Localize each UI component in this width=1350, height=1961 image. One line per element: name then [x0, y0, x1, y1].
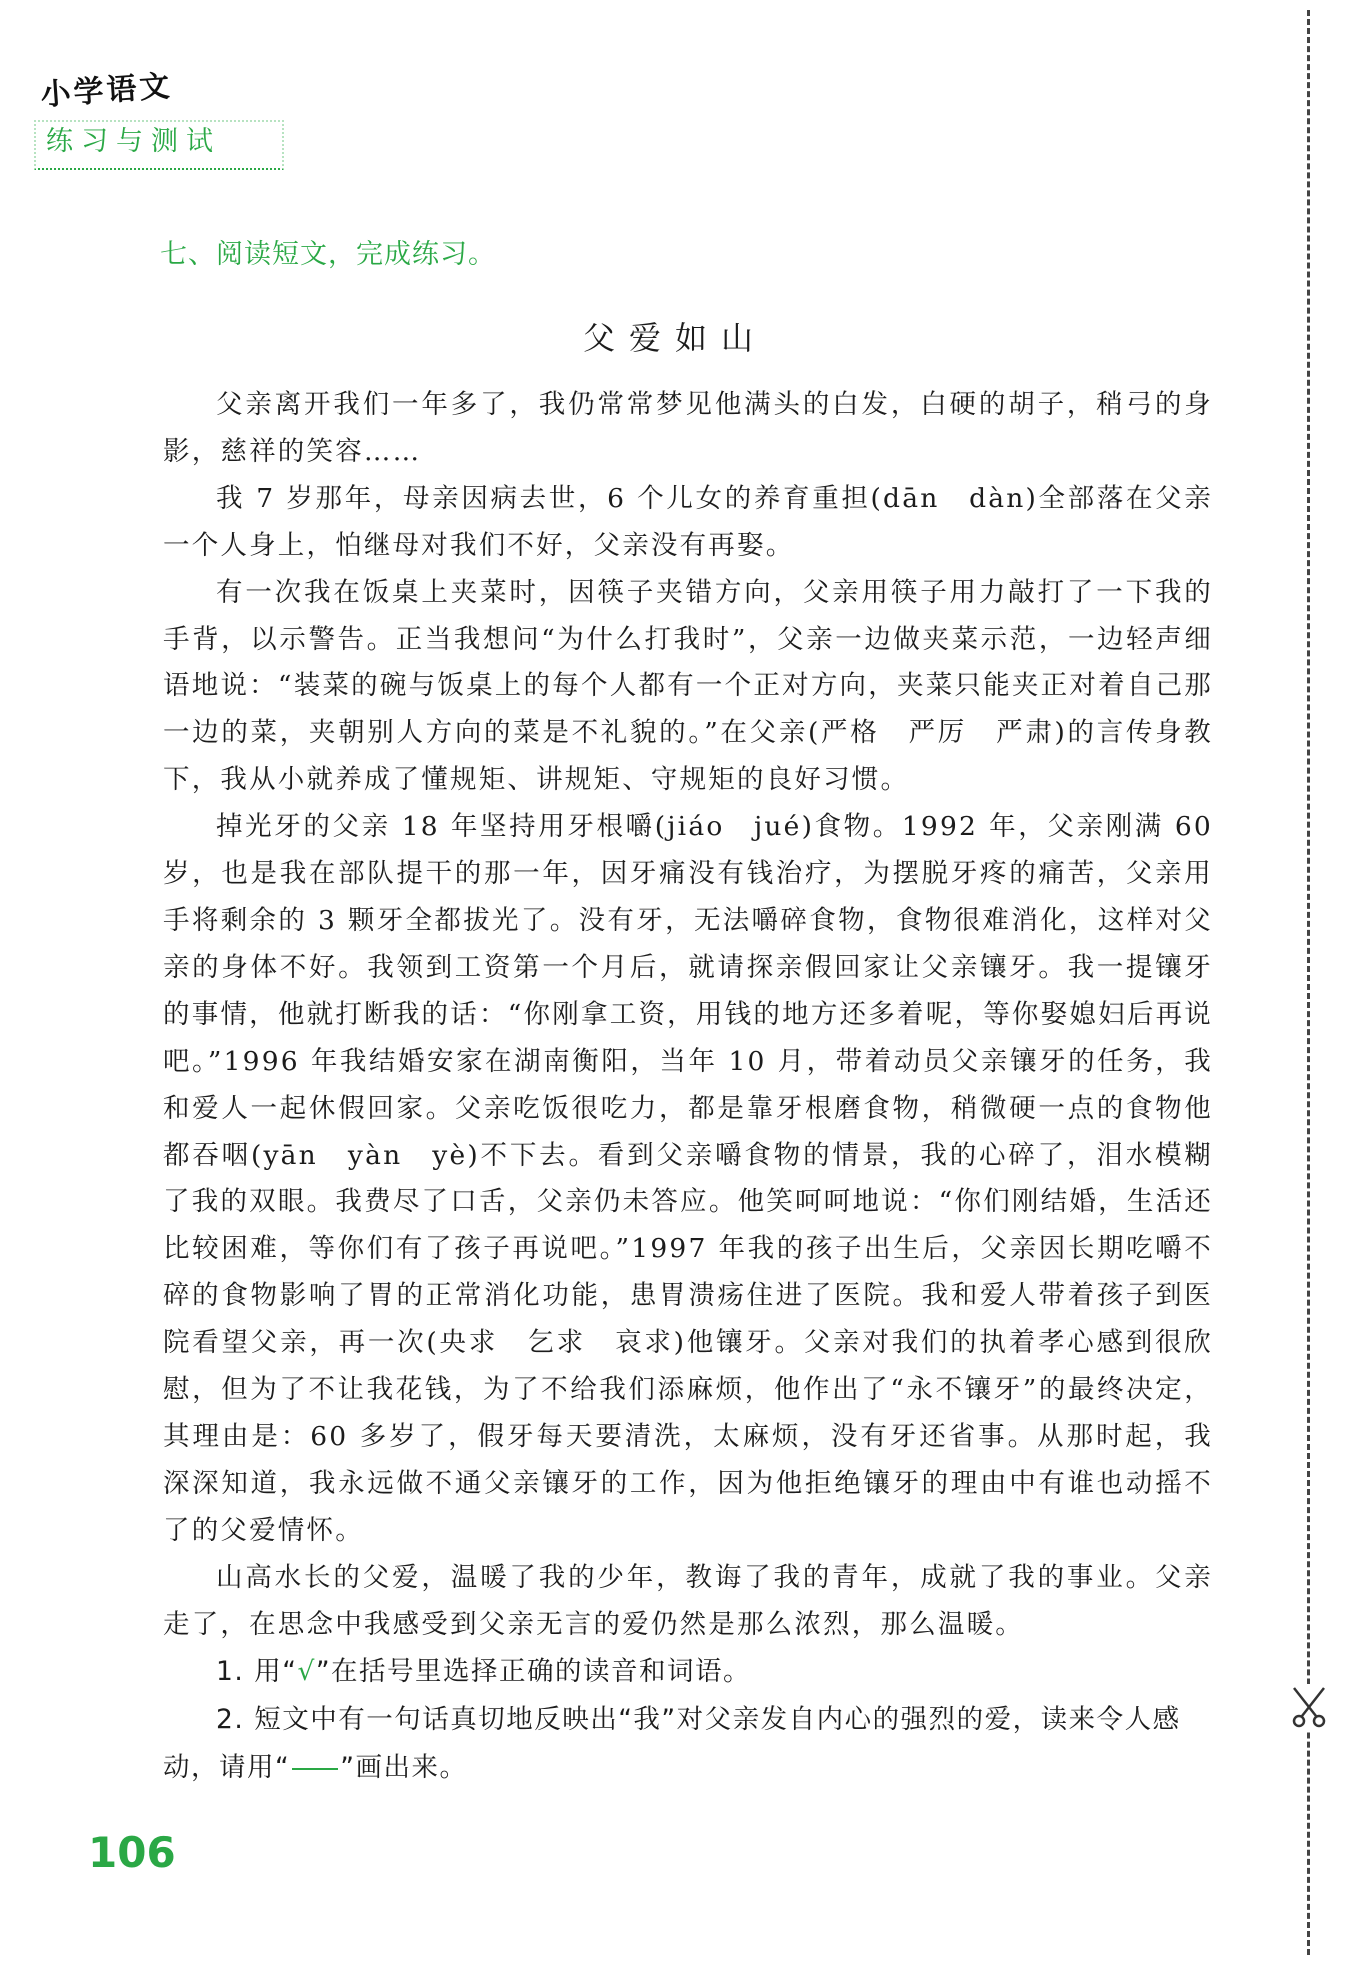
page-number: 106	[88, 1828, 176, 1877]
questions	[163, 1648, 1213, 1792]
paragraph: 我 7 岁那年，母亲因病去世，6 个儿女的养育重担(dān dàn)全部落在父亲一个人身上，怕继母对我们不好，父亲没有再娶。	[163, 482, 1213, 561]
cut-line	[1307, 10, 1310, 1955]
section-heading: 七、阅读短文，完成练习。	[160, 239, 496, 270]
article-title: 父爱如山	[582, 319, 767, 357]
question-2-text-a: 2. 短文中有一句话真切地反映出“我”对父亲发自内心的强烈的爱，读来令人感动，请用“	[163, 1704, 1181, 1783]
checkmark-icon: √	[297, 1656, 316, 1687]
brand-title: 小学语文	[39, 68, 174, 114]
question-1-text-a: 1. 用“	[216, 1656, 298, 1687]
question-2-text-b: ”画出来。	[340, 1752, 468, 1783]
scissors-icon	[1286, 1684, 1332, 1730]
article-body	[163, 382, 1213, 1648]
book-header	[34, 70, 294, 170]
paragraph: 父亲离开我们一年多了，我仍常常梦见他满头的白发，白硬的胡子，稍弓的身影，慈祥的笑容……	[163, 389, 1213, 467]
question-1	[163, 1648, 1213, 1696]
question-2	[163, 1696, 1213, 1792]
brand-subtitle: 练习与测试	[34, 120, 284, 170]
paragraph: 有一次我在饭桌上夹菜时，因筷子夹错方向，父亲用筷子用力敲打了一下我的手背，以示警告。正当我想问“为什么打我时”，父亲一边做夹菜示范，一边轻声细语地说：“装菜的碗与饭桌上的每个人都有一个正对方向，夹菜只能夹正对着自己那一边的菜，夹朝别人方向的菜是不礼貌的。”在父亲(严格 严厉 严肃)的言传身教下，我从小就养成了懂规矩、讲规矩、守规矩的良好习惯。	[163, 576, 1213, 796]
paragraph: 山高水长的父爱，温暖了我的少年，教诲了我的青年，成就了我的事业。父亲走了，在思念中我感受到父亲无言的爱仍然是那么浓烈，那么温暖。	[163, 1561, 1213, 1640]
underline-sample-icon	[292, 1768, 338, 1770]
question-1-text-b: ”在括号里选择正确的读音和词语。	[315, 1656, 752, 1687]
paragraph: 掉光牙的父亲 18 年坚持用牙根嚼(jiáo jué)食物。1992 年，父亲刚满 60 岁，也是我在部队提干的那一年，因牙痛没有钱治疗，为摆脱牙疼的痛苦，父亲用手将剩余的 3 颗牙全都拔光了。没有牙，无法嚼碎食物，食物很难消化，这样对父亲的身体不好。我领到工资第一个月后，就请探亲假回家让父亲镶牙。我一提镶牙的事情，他就打断我的话：“你刚拿工资，用钱的地方还多着呢，等你娶媳妇后再说吧。”1996 年我结婚安家在湖南衡阳，当年 10 月，带着动员父亲镶牙的任务，我和爱人一起休假回家。父亲吃饭很吃力，都是靠牙根磨食物，稍微硬一点的食物他都吞咽(yān yàn yè)不下去。看到父亲嚼食物的情景，我的心碎了，泪水模糊了我的双眼。我费尽了口舌，父亲仍未答应。他笑呵呵地说：“你们刚结婚，生活还比较困难，等你们有了孩子再说吧。”1997 年我的孩子出生后，父亲因长期吃嚼不碎的食物影响了胃的正常消化功能，患胃溃疡住进了医院。我和爱人带着孩子到医院看望父亲，再一次(央求 乞求 哀求)他镶牙。父亲对我们的执着孝心感到很欣慰，但为了不让我花钱，为了不给我们添麻烦，他作出了“永不镶牙”的最终决定，其理由是：60 多岁了，假牙每天要清洗，太麻烦，没有牙还省事。从那时起，我深深知道，我永远做不通父亲镶牙的工作，因为他拒绝镶牙的理由中有谁也动摇不了的父爱情怀。	[163, 811, 1213, 1546]
